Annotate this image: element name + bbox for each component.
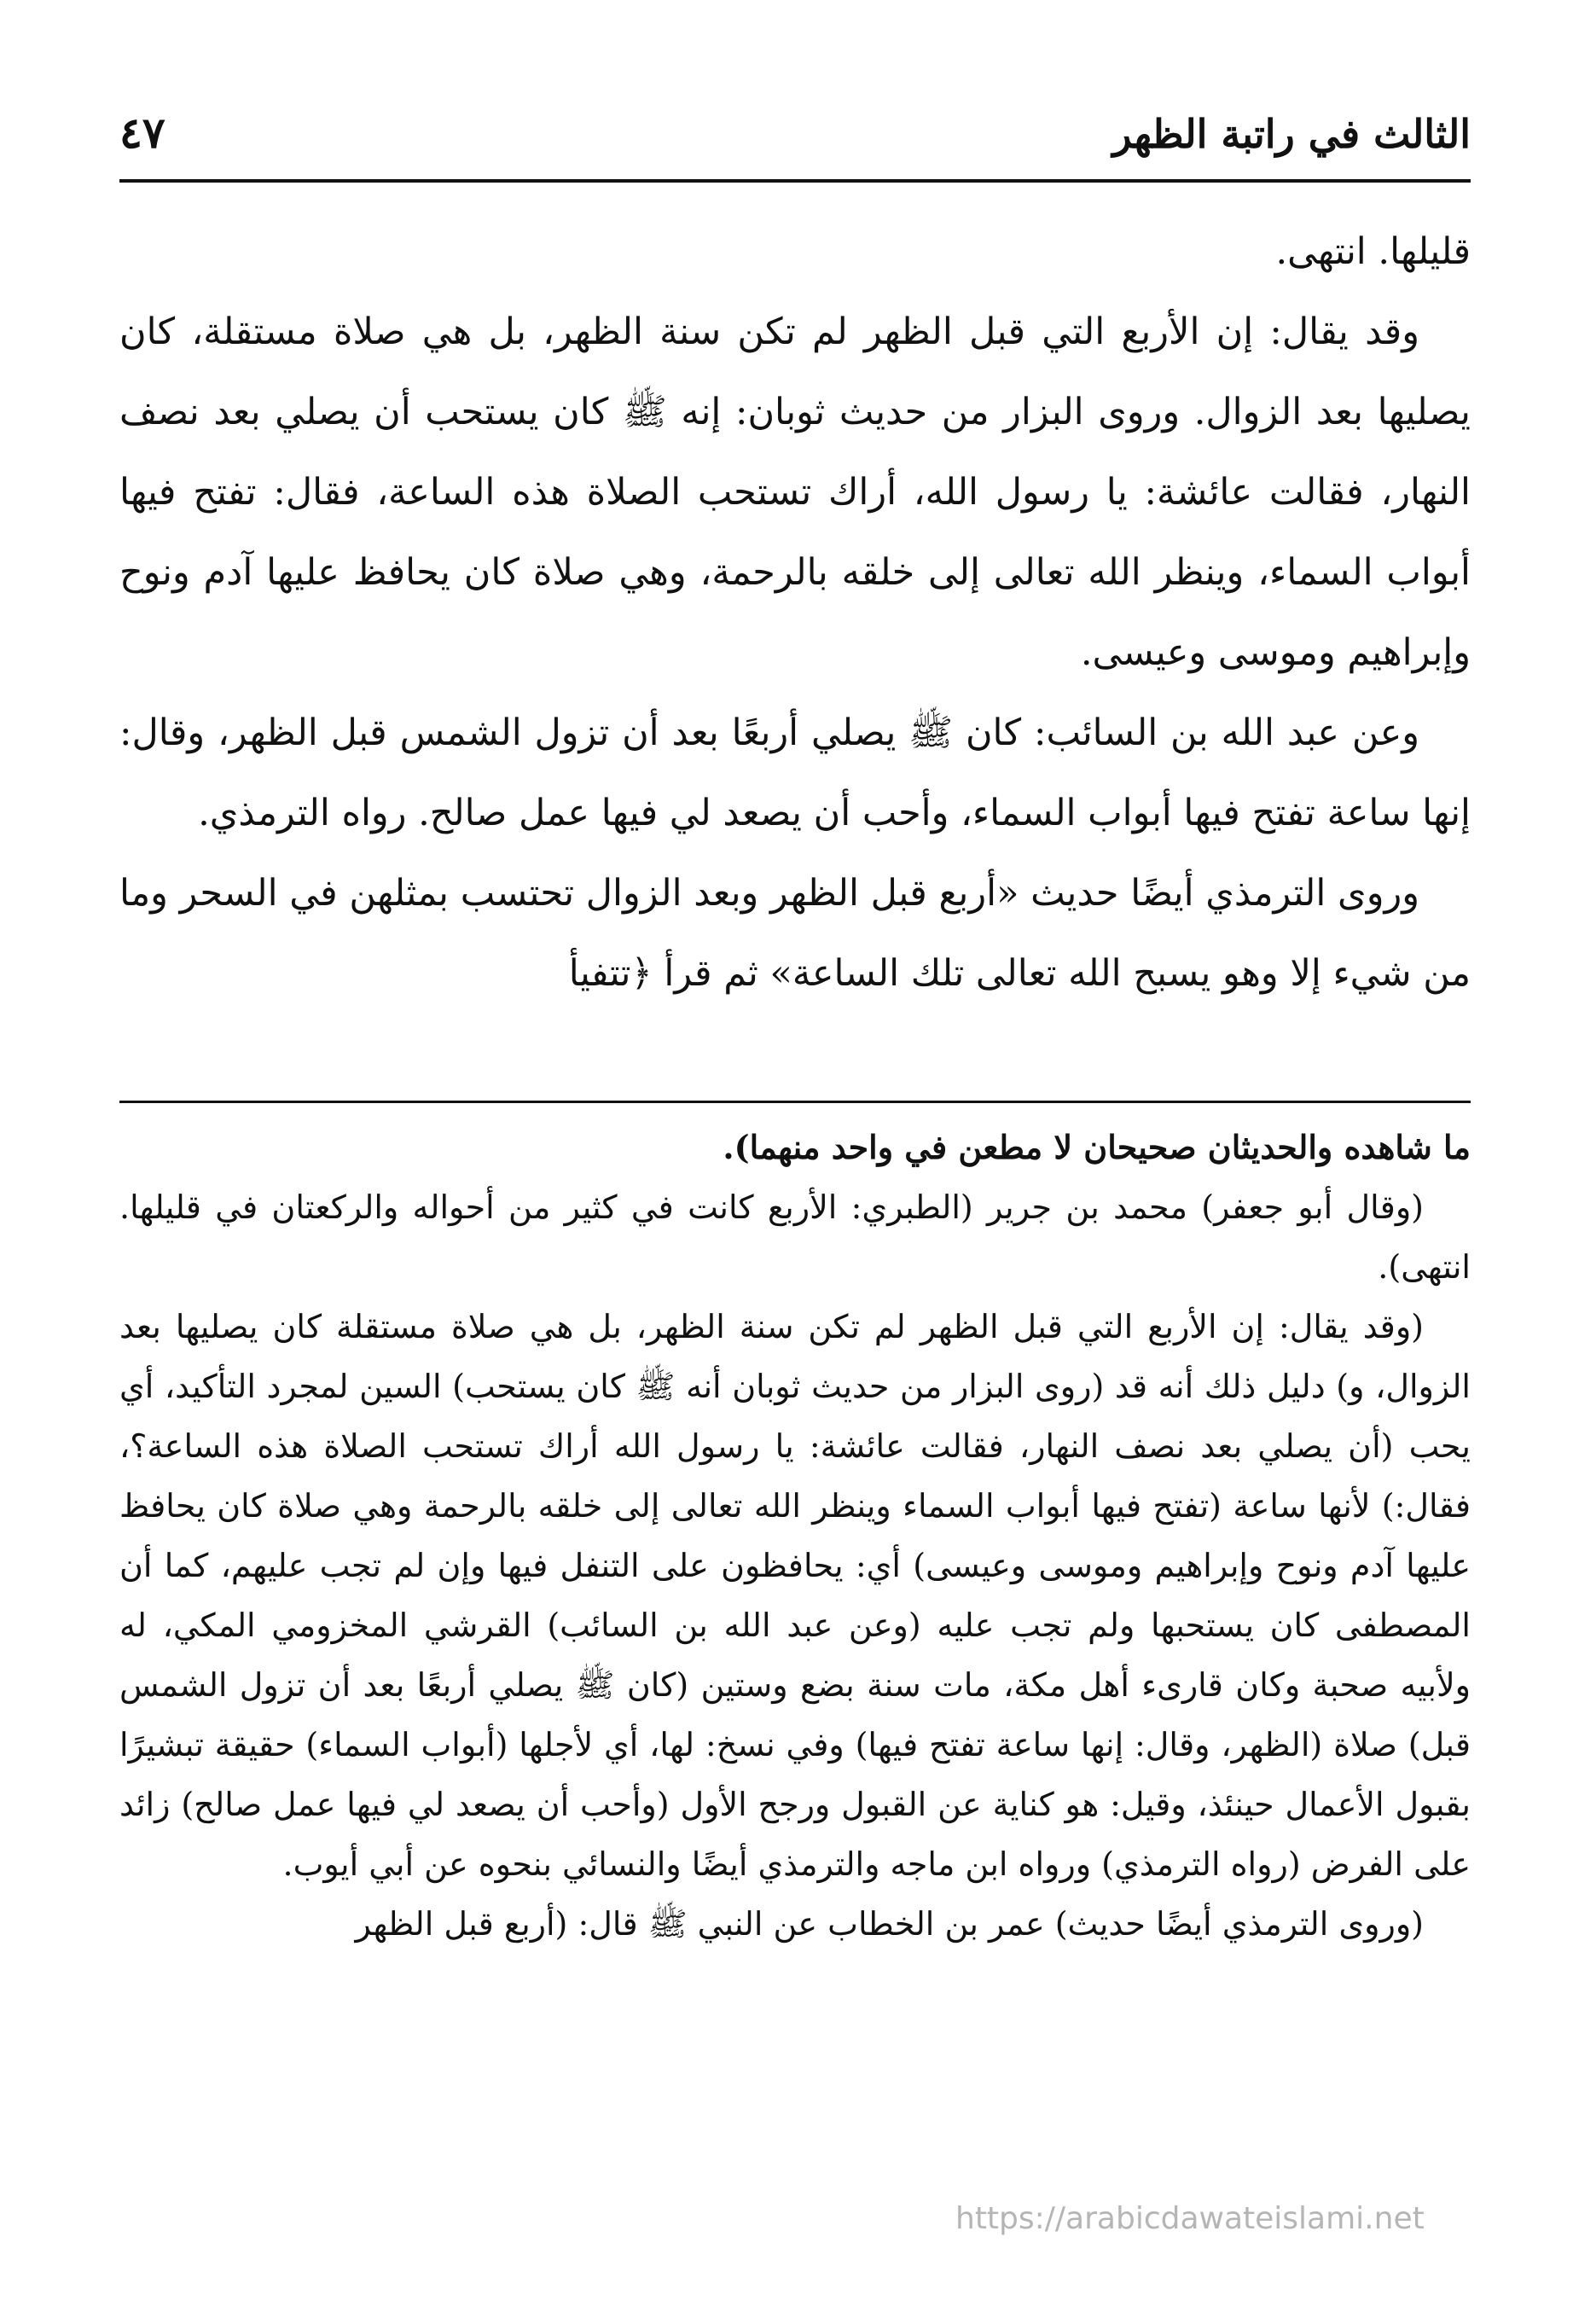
main-paragraph: وعن عبد الله بن السائب: كان ﷺ يصلي أربعًا بعد أن تزول الشمس قبل الظهر، وقال: إنها ساعة تفتح فيها أبواب السماء، وأحب أن يصعد لي فيها عمل صالح. رواه الترمذي. [119,712,1471,834]
commentary-paragraph: (وروى الترمذي أيضًا حديث) عمر بن الخطاب عن النبي ﷺ قال: (أربع قبل الظهر [355,1905,1424,1943]
page-header [119,96,1471,172]
commentary-paragraph: (وقد يقال: إن الأربع التي قبل الظهر لم تكن سنة الظهر، بل هي صلاة مستقلة كان يصليها بعد الزوال، و) دليل ذلك أنه قد (روى البزار من حديث ثوبان أنه ﷺ كان يستحب) السين لمجرد التأكيد، أي يحب (أن يصلي بعد نصف النهار، فقالت عائشة: يا رسول الله أراك تستحب الصلاة هذه الساعة؟، فقال:) لأنها ساعة (تفتح فيها أبواب السماء وينظر الله تعالى إلى خلقه بالرحمة وهي صلاة كان يحافظ عليها آدم ونوح وإبراهيم وموسى وعيسى) أي: يحافظون على التنفل فيها وإن لم تجب عليهم، كما أن المصطفى كان يستحبها ولم تجب عليه (وعن عبد الله بن السائب) القرشي المخزومي المكي، له ولأبيه صحبة وكان قارىء أهل مكة، مات سنة بضع وستين (كان ﷺ يصلي أربعًا بعد أن تزول الشمس قبل) صلاة (الظهر، وقال: إنها ساعة تفتح فيها) وفي نسخ: لها، أي لأجلها (أبواب السماء) حقيقة تبشيرًا بقبول الأعمال حينئذ، وقيل: هو كناية عن القبول ورجح الأول (وأحب أن يصعد لي فيها عمل صالح) زائد على الفرض (رواه الترمذي) ورواه ابن ماجه والترمذي أيضًا والنسائي بنحوه عن أبي أيوب. [119,1308,1471,1883]
commentary-bold-text: ما شاهده والحديثان صحيحان لا مطعن في واحد منهما). [723,1128,1471,1166]
commentary-block [119,1118,1471,1954]
commentary-paragraph [119,1118,1471,1177]
main-paragraph: وروى الترمذي أيضًا حديث «أربع قبل الظهر وبعد الزوال تحتسب بمثلهن في السحر وما من شيء إلا وهو يسبح الله تعالى تلك الساعة» ثم قرأ ﴿تتفيأ [119,872,1471,995]
main-paragraph: قليلها. انتهى. [1275,230,1471,273]
running-head: الثالث في راتبة الظهر [1112,111,1471,157]
commentary-divider [119,1101,1471,1103]
header-divider [119,179,1471,183]
commentary-paragraph: (وقال أبو جعفر) محمد بن جرير (الطبري: الأربع كانت في كثير من أحواله والركعتان في قليلها. انتهى). [119,1188,1471,1286]
page-number: ٤٧ [119,107,165,158]
main-paragraph: وقد يقال: إن الأربع التي قبل الظهر لم تكن سنة الظهر، بل هي صلاة مستقلة، كان يصليها بعد الزوال. وروى البزار من حديث ثوبان: إنه ﷺ كان يستحب أن يصلي بعد نصف النهار، فقالت عائشة: يا رسول الله، أراك تستحب الصلاة هذه الساعة، فقال: تفتح فيها أبواب السماء، وينظر الله تعالى إلى خلقه بالرحمة، وهي صلاة كان يحافظ عليها آدم ونوح وإبراهيم وموسى وعيسى. [119,311,1471,674]
main-text-block [119,212,1471,1014]
watermark-url: https://arabicdawateislami.net [955,2201,1425,2236]
